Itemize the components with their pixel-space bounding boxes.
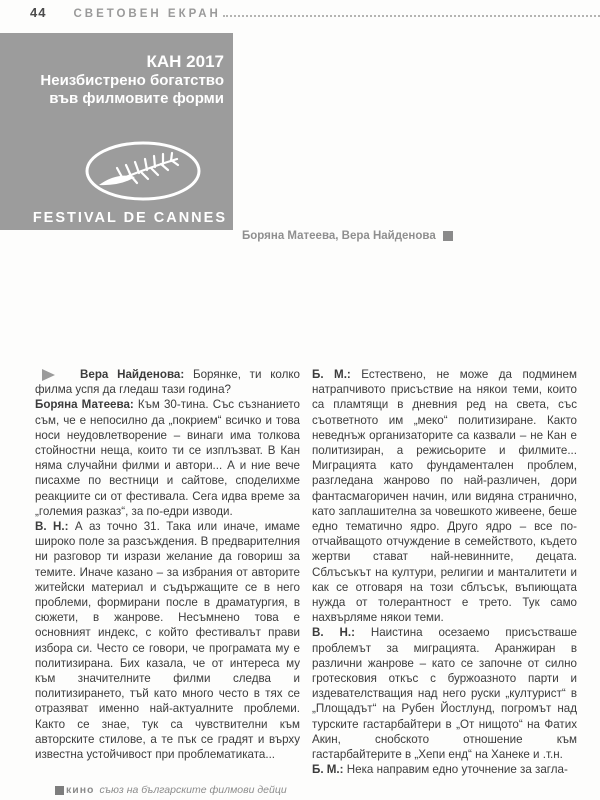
running-head [30, 5, 600, 20]
speaker-name: В. Н.: [312, 626, 371, 640]
article-body [35, 367, 578, 777]
page-number: 44 [30, 5, 47, 20]
paragraph: Вера Найденова: Борянке, ти колко филма успя да гледаш тази година? [35, 368, 301, 397]
festival-de-cannes-logo [0, 139, 233, 226]
speaker-name: Вера Найденова: [80, 368, 193, 381]
article-title-line-1: КАН 2017 [146, 52, 224, 71]
speaker-name: Б. М.: [312, 763, 347, 777]
paragraph: Б. М.: Естествено, не може да подминем натрапчивото присъствие на някои теми, които са пламтящи в дневния ред на света, със съответното им „меко“ политизиране. Както неведнъж организаторите са казвали – не Кан е политизиран, а режисьорите и филмите... Миграцията като фундаментален проблем, разгледана жанрово по най-различен, дори фантасмагоричен начин, или видяна странично, като заплашителна за човешкото живеене, беше едно тематично ядро. Друго ядро – все по-отчайващото отчуждение в семейството, където жертви стават най-невинните, децата. Сблъсъкът на култури, религии и манталитети и как се отговаря на този сблъсък, въпиющата нужда от толерантност е трето. Тук само нахвърляме някои теми. [312, 368, 577, 625]
paragraph: В. Н.: Наистина осезаемо присъстваше проблемът за миграцията. Аранжиран в различни жанрове – като се започне от силно гротесковия откъс с буржоазното парти и издевателстващия над него руски „културист“ в „Площадът“ на Рубен Йостлунд, погромът над турските гастарбайтери в „От нищото“ на Фатих Акин, снобското отношение към гастарбайтерите в „Хепи енд“ на Ханеке и .т.н. [312, 626, 577, 762]
byline-square-icon [443, 231, 453, 241]
paragraph: В. Н.: А аз точно 31. Така или иначе, имаме широко поле за разсъждения. В предварителния ни разговор ти изрази желание да говориш за темите. Иначе казано – за избрания от авторите житейски материал и съдържащите се в него проблеми, формирани после в драматургия, в сюжети, в жанрове. Несъмнено това е основният индекс, с който фестивалът прави избора си. Често се говори, че програмата му е политизирана. Бих казала, че от интереса му към значителните филми следва и политизирането, тъй като много често в тях се отразяват именно най-актуалните проблеми. Както се знае, тук са чувствителни към авторските стилове, а те пък се градят и върху известна устойчивост при проблематиката... [35, 520, 301, 762]
article-title-line-3: във филмовите форми [49, 90, 224, 107]
speaker-name: Б. М.: [312, 368, 362, 381]
footer-square-icon [55, 786, 64, 795]
footer-magazine-logo: кино [66, 784, 95, 796]
paragraph: Боряна Матеева: Към 30-тина. Със съзнанието съм, че е непосилно да „покрием“ всичко и това носи неудовлетворение – винаги има толкова стойностни неща, които ти се изплъзват. В Кан няма случайни филми и автори... А и ние вече писахме по вестници и сайтове, споделихме реакциите си от фестивала. Сега идва време за „големия разказ“, за по-едри изводи. [35, 398, 300, 518]
column-left [35, 367, 300, 777]
byline [242, 230, 453, 242]
footer-organization-text: съюз на българските филмови дейци [99, 784, 287, 796]
column-right [312, 367, 577, 777]
palm-branch-ellipse-icon [83, 139, 203, 203]
paragraph: Б. М.: Нека направим едно уточнение за загла- [312, 763, 568, 777]
section-title: СВЕТОВЕН ЕКРАН [73, 8, 221, 20]
title-box [0, 33, 233, 230]
byline-authors: Боряна Матеева, Вера Найденова [242, 230, 436, 242]
speaker-name: Боряна Матеева: [35, 398, 138, 412]
article-title-line-2: Неизбистрено богатство [40, 71, 224, 89]
speaker-name: В. Н.: [35, 520, 75, 534]
footer [55, 784, 287, 796]
paragraph-marker-triangle-icon [42, 369, 55, 381]
festival-logo-text: FESTIVAL DE CANNES [32, 209, 227, 226]
dotted-leader [223, 15, 600, 17]
